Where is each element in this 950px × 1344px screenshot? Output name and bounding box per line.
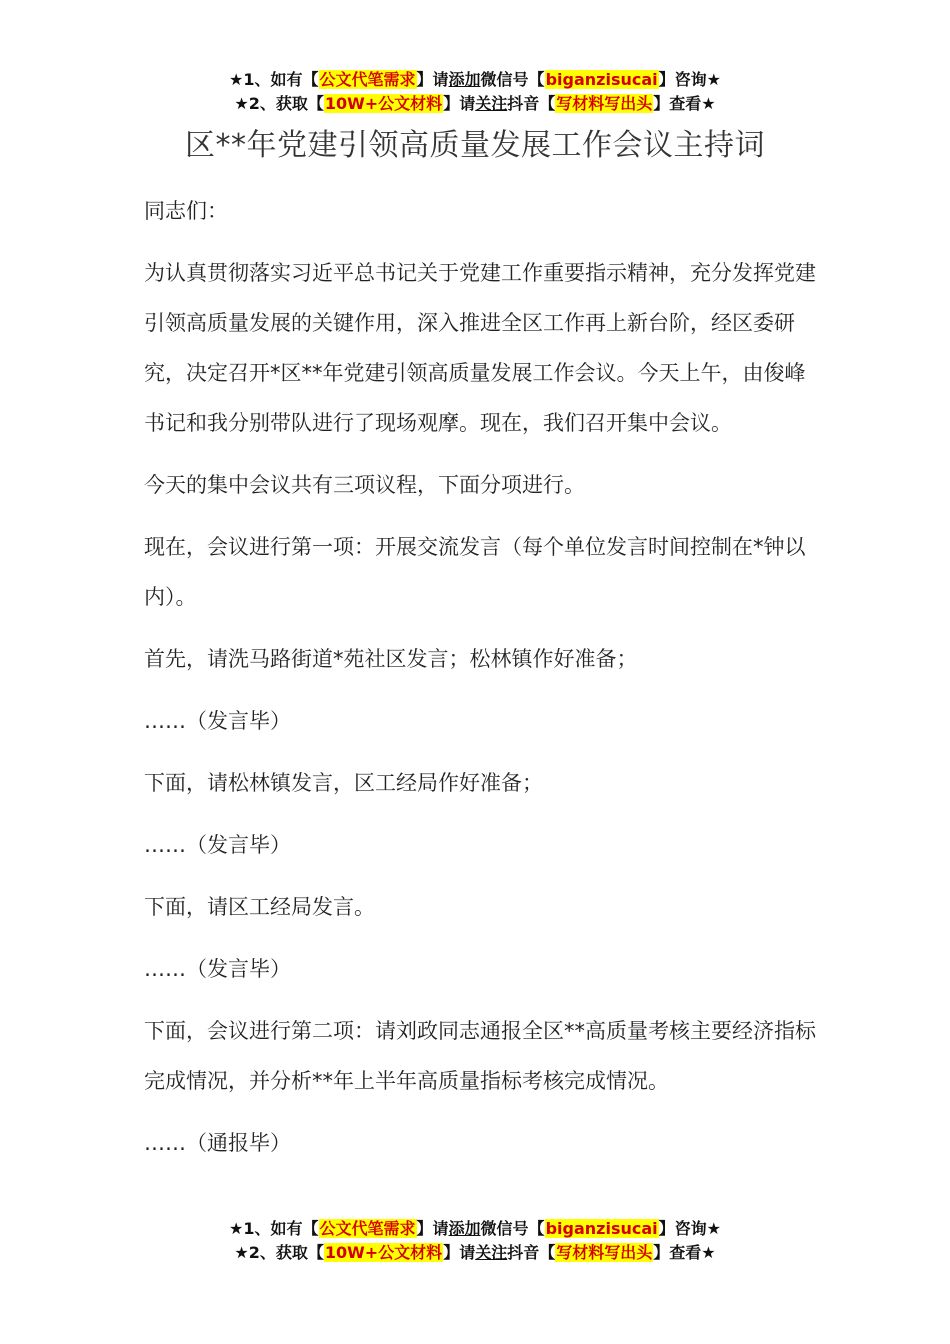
promo-text: ★1、如有【 [229,1219,319,1238]
paragraph: ……（发言毕） [144,709,291,733]
promo-line-2 [0,1241,950,1265]
promo-line-1 [0,68,950,92]
promo-line-1 [0,1217,950,1241]
promo-underline: 添加 [448,70,481,89]
promo-text: 微信号【 [480,70,545,89]
paragraph: 今天的集中会议共有三项议程，下面分项进行。 [144,473,585,497]
promo-text: ★1、如有【 [229,70,319,89]
promo-text: 抖音【 [507,94,556,113]
paragraph: 下面，会议进行第二项：请刘政同志通报全区**高质量考核主要经济指标完成情况，并分析**年上半年高质量指标考核完成情况。 [144,1019,816,1093]
paragraph: ……（通报毕） [144,1131,291,1155]
promo-highlight: 10W+公文材料 [324,94,443,113]
promo-text: 抖音【 [507,1243,556,1262]
promo-text: ★2、获取【 [234,1243,324,1262]
promo-underline: 添加 [448,1219,481,1238]
promo-highlight: 写材料写出头 [556,1243,653,1262]
promo-highlight: 公文代笔需求 [319,1219,416,1238]
promo-underline: 关注 [475,94,508,113]
salutation: 同志们： [144,199,228,223]
promo-banner-top [0,68,950,116]
promo-text: 】请 [443,1243,476,1262]
promo-text: 】请 [416,70,449,89]
promo-text: 】咨询★ [658,1219,721,1238]
promo-text: 】查看★ [653,94,716,113]
paragraph: 为认真贯彻落实习近平总书记关于党建工作重要指示精神，充分发挥党建引领高质量发展的关键作用，深入推进全区工作再上新台阶，经区委研究，决定召开*区**年党建引领高质量发展工作会议。今天上午，由俊峰书记和我分别带队进行了现场观摩。现在，我们召开集中会议。 [144,261,816,435]
promo-text: 】请 [416,1219,449,1238]
promo-text: 微信号【 [480,1219,545,1238]
promo-underline: 关注 [475,1243,508,1262]
paragraph: ……（发言毕） [144,833,291,857]
promo-text: 】咨询★ [658,70,721,89]
promo-line-2 [0,92,950,116]
promo-text: 】请 [443,94,476,113]
promo-text: ★2、获取【 [234,94,324,113]
promo-highlight: 公文代笔需求 [319,70,416,89]
promo-highlight: biganzisucai [545,70,658,89]
paragraph: 下面，请区工经局发言。 [144,895,375,919]
promo-text: 】查看★ [653,1243,716,1262]
paragraph: ……（发言毕） [144,957,291,981]
promo-highlight: 写材料写出头 [556,94,653,113]
document-body [144,186,816,1180]
document-title: 区**年党建引领高质量发展工作会议主持词 [185,128,765,163]
paragraph: 下面，请松林镇发言，区工经局作好准备； [144,771,543,795]
paragraph: 现在，会议进行第一项：开展交流发言（每个单位发言时间控制在*钟以内）。 [144,535,806,609]
promo-highlight: 10W+公文材料 [324,1243,443,1262]
paragraph: 首先，请洗马路街道*苑社区发言；松林镇作好准备； [144,647,638,671]
promo-banner-bottom [0,1217,950,1265]
promo-highlight: biganzisucai [545,1219,658,1238]
